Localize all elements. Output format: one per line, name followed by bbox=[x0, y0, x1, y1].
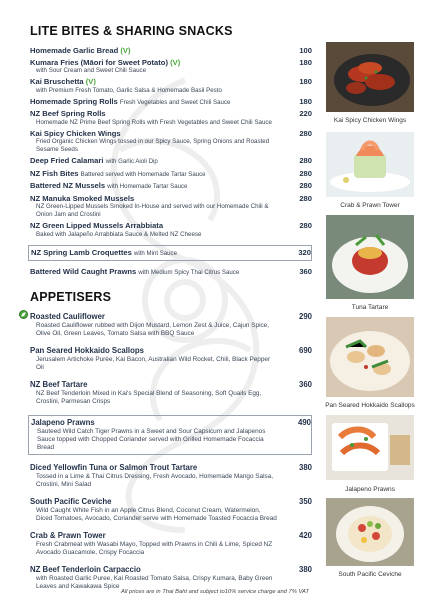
menu-item bbox=[30, 97, 312, 108]
item-name: South Pacific Ceviche bbox=[30, 497, 112, 506]
item-name: Deep Fried Calamari bbox=[30, 156, 104, 166]
item-name: NZ Beef Spring Rolls bbox=[30, 109, 106, 119]
item-price: 180 bbox=[299, 96, 312, 106]
item-note: Battered served with Homemade Tartar Sauce bbox=[80, 170, 206, 178]
item-price: 420 bbox=[298, 531, 312, 541]
item-name: NZ Manuka Smoked Mussels bbox=[30, 193, 135, 203]
item-name: NZ Beef Tartare bbox=[30, 380, 88, 390]
veg-tag: (V) bbox=[85, 77, 96, 87]
item-price: 490 bbox=[297, 417, 311, 427]
menu-item bbox=[30, 497, 312, 523]
item-description: Fried Organic Chicken Wings tossed in our Spicy Sauce, Spring Onions and Roasted Sesame Seeds bbox=[36, 138, 270, 154]
item-description: Roasted Cauliflower rubbed with Dijon Mustard, Lemon Zest & Juice, Cajun Spice, Olive Oil, Green Leaves, Tomato Salsa with BBQ Sauce bbox=[36, 321, 270, 338]
veg-tag: (V) bbox=[120, 46, 131, 55]
item-price: 180 bbox=[299, 77, 312, 87]
menu-item bbox=[30, 565, 312, 591]
menu-item bbox=[30, 58, 312, 76]
item-price: 360 bbox=[298, 380, 312, 390]
item-name: Homemade Garlic Bread bbox=[30, 46, 119, 55]
item-name: Kai Bruschetta bbox=[30, 77, 84, 87]
photo-caption: South Pacific Ceviche bbox=[338, 571, 402, 578]
item-name: Diced Yellowfin Tuna or Salmon Trout Tartare bbox=[30, 462, 198, 472]
item-name: NZ Fish Bites bbox=[30, 168, 79, 178]
item-description: Wild Caught White Fish in an Apple Citrus Blend, Coconut Cream, Watermelon, Diced Tomatoes, Avocado, Coriander serve with Homemade Toasted Focaccia Bread bbox=[36, 507, 277, 523]
menu-column bbox=[30, 24, 312, 594]
item-name: NZ Green Lipped Mussels Arrabbiata bbox=[30, 221, 164, 231]
item-name: Kumara Fries (Māori for Sweet Potato) bbox=[30, 57, 168, 67]
item-price: 280 bbox=[299, 168, 312, 178]
item-name: NZ Spring Lamb Croquettes bbox=[31, 247, 132, 257]
item-price: 360 bbox=[299, 267, 312, 277]
menu-item bbox=[30, 109, 312, 127]
item-note: Fresh Vegetables and Sweet Chili Sauce bbox=[119, 98, 231, 106]
menu-item bbox=[30, 312, 312, 338]
menu-item bbox=[30, 169, 312, 180]
item-name: NZ Beef Tenderloin Carpaccio bbox=[30, 565, 141, 575]
photo-south-pacific-ceviche bbox=[326, 498, 414, 566]
menu-item bbox=[30, 531, 312, 557]
item-price: 690 bbox=[298, 346, 312, 356]
item-description: NZ Green-Lipped Mussels Smoked In-House and served with our Homemade Chili & Onion Jam and Crostini bbox=[36, 203, 269, 219]
menu-item bbox=[30, 267, 312, 278]
menu-item bbox=[30, 129, 312, 154]
menu-item bbox=[30, 221, 312, 239]
item-price: 180 bbox=[299, 57, 312, 67]
item-price: 350 bbox=[298, 497, 312, 506]
photo-caption: Jalapeno Prawns bbox=[345, 486, 395, 493]
photo-caption: Pan Seared Hokkaido Scallops bbox=[325, 402, 415, 409]
item-description: Homemade NZ Prime Beef Spring Rolls with Fresh Vegetables and Sweet Chili Sauce bbox=[36, 118, 272, 126]
item-description: Baked with Jalapeño Arrabbiata Sauce & Melted NZ Cheese bbox=[36, 230, 202, 238]
menu-item bbox=[30, 156, 312, 167]
item-description: Sauteed Wild Catch Tiger Prawns in a Sweet and Sour Capsicum and Jalapenos Sauce topped with Chopped Coriander served with Grilled Homemade Focaccia Bread bbox=[37, 427, 266, 451]
item-name: Jalapeno Prawns bbox=[31, 417, 95, 427]
item-price: 280 bbox=[299, 128, 312, 138]
item-description: Fresh Crabmeat with Wasabi Mayo, Topped with Prawns in Chili & Lime, Spiced NZ Avocado Guacamole, Crispy Focaccia bbox=[36, 541, 273, 557]
item-note: with Mint Sauce bbox=[133, 249, 177, 257]
item-name: Roasted Cauliflower bbox=[30, 311, 105, 321]
section-title-appetisers: APPETISERS bbox=[30, 289, 112, 304]
menu-item bbox=[30, 194, 312, 219]
footer-note: All prices are in Thai Baht and subject to10% service charge and 7% VAT bbox=[120, 589, 310, 595]
menu-item bbox=[30, 380, 312, 406]
item-note: with Homemade Tartar Sauce bbox=[107, 183, 188, 191]
item-description: with Premium Fresh Tomato, Garlic Salsa & Homemade Basil Pesto bbox=[36, 86, 222, 94]
menu-item bbox=[30, 46, 312, 56]
item-price: 280 bbox=[299, 221, 312, 231]
photo-chicken-wings bbox=[326, 42, 414, 112]
photo-caption: Tuna Tartare bbox=[351, 304, 389, 311]
item-name: Homemade Spring Rolls bbox=[30, 96, 118, 106]
section-title-lite-bites: LITE BITES & SHARING SNACKS bbox=[30, 24, 233, 38]
menu-item bbox=[30, 463, 312, 489]
item-description: NZ Beef Tenderloin Mixed in Kai's Special Blend of Seasoning, Soft Quails Egg, Crostini, Parmesan Crisps bbox=[36, 390, 262, 406]
item-name: Battered Wild Caught Prawns bbox=[30, 267, 137, 277]
item-price: 220 bbox=[299, 109, 312, 119]
veg-tag: (V) bbox=[170, 57, 181, 67]
item-name: Pan Seared Hokkaido Scallops bbox=[30, 346, 144, 356]
item-description: with Sour Cream and Sweet Chili Sauce bbox=[36, 67, 147, 75]
item-price: 100 bbox=[299, 46, 312, 55]
item-description: with Roasted Garlic Puree, Kai Roasted Tomato Salsa, Crispy Kumara, Baby Green Leaves and Kawakawa Spice bbox=[36, 575, 273, 591]
item-price: 320 bbox=[298, 247, 311, 257]
item-note: with Garlic Aioli Dip bbox=[105, 158, 158, 166]
item-description: Jerusalem Artichoke Purée, Kai Bacon, Australian Wild Rocket, Chili, Black Pepper Oil bbox=[36, 356, 271, 372]
item-price: 280 bbox=[299, 156, 312, 166]
item-price: 380 bbox=[298, 565, 312, 575]
photo-caption: Crab & Prawn Tower bbox=[340, 202, 400, 209]
menu-item bbox=[30, 77, 312, 95]
item-description: Tossed in a Lime & Thai Citrus Dressing, Fresh Avocado, Homemade Mango Salsa, Crostini, Mini Salad bbox=[36, 472, 274, 488]
item-name: Kai Spicy Chicken Wings bbox=[30, 128, 121, 138]
menu-item bbox=[30, 181, 312, 192]
item-name: Battered NZ Mussels bbox=[30, 181, 106, 191]
photo-tuna-tartare bbox=[326, 215, 414, 299]
menu-item-highlighted bbox=[28, 415, 312, 455]
menu-item bbox=[30, 346, 312, 372]
photo-crab-prawn-tower bbox=[326, 132, 414, 197]
item-price: 280 bbox=[299, 181, 312, 191]
vegan-leaf-icon bbox=[19, 310, 28, 319]
item-name: Crab & Prawn Tower bbox=[30, 531, 106, 541]
item-price: 280 bbox=[299, 193, 312, 203]
photo-jalapeno-prawns bbox=[326, 415, 414, 480]
item-price: 380 bbox=[298, 462, 312, 472]
photo-caption: Kai Spicy Chicken Wings bbox=[333, 117, 407, 124]
photo-hokkaido-scallops bbox=[326, 317, 414, 397]
item-price: 290 bbox=[298, 311, 312, 321]
item-note: with Medium Spicy Thai Citrus Sauce bbox=[138, 269, 240, 277]
menu-item-highlighted bbox=[28, 245, 312, 262]
